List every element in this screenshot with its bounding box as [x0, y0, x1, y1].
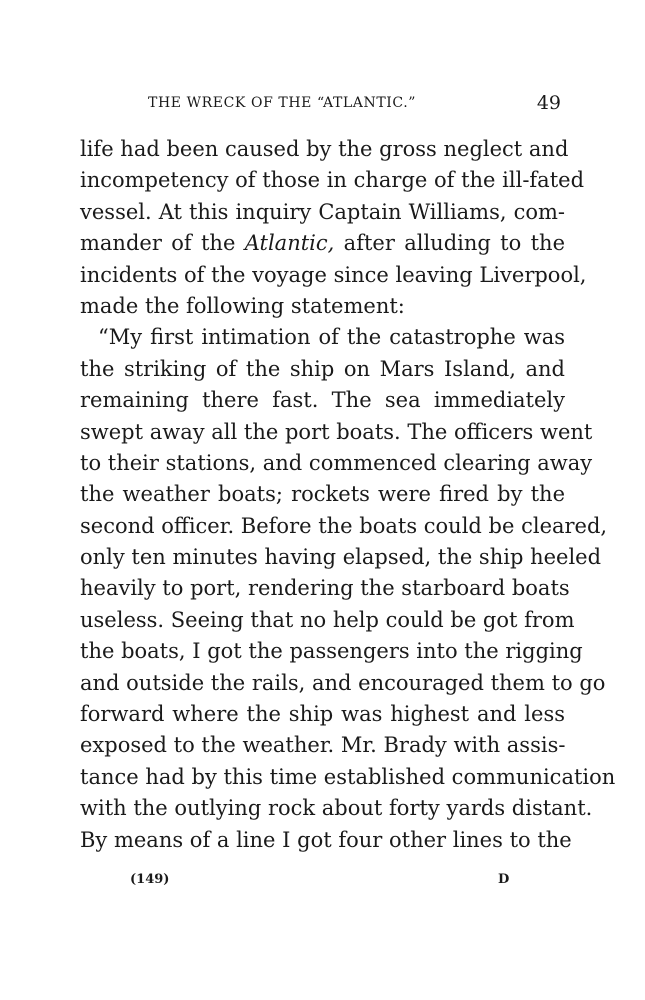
text-line: tance had by this time established communication: [80, 764, 616, 789]
page-footer: [80, 872, 565, 894]
page-number: 49: [536, 92, 561, 114]
page-header: [80, 92, 565, 116]
text-line: the striking of the ship on Mars Island, and: [80, 356, 565, 381]
signature-mark: (149): [130, 872, 170, 887]
text-line: vessel. At this inquiry Captain Williams, com-: [80, 199, 565, 224]
text-line: the boats, I got the passengers into the rigging: [80, 639, 583, 664]
text-line: remaining there fast. The sea immediately: [80, 388, 565, 413]
text-line: second officer. Before the boats could be cleared,: [80, 513, 608, 538]
text-line: life had been caused by the gross neglect and: [80, 137, 569, 161]
ship-name: Atlantic,: [244, 231, 335, 256]
text-line: useless. Seeing that no help could be got from: [80, 607, 575, 632]
text-line: only ten minutes having elapsed, the ship heeled: [80, 545, 602, 570]
text-segment: mander of the: [80, 231, 245, 256]
running-head: THE WRECK OF THE “ATLANTIC.”: [148, 95, 417, 111]
text-line: swept away all the port boats. The officers went: [80, 419, 593, 444]
text-line: incidents of the voyage since leaving Liverpool,: [80, 262, 587, 287]
text-line: made the following statement:: [80, 293, 405, 318]
text-line: to their stations, and commenced clearing away: [80, 450, 593, 475]
body-text: [80, 134, 616, 856]
text-line: “My first intimation of the catastrophe was: [98, 325, 565, 350]
signature-letter: D: [498, 872, 510, 887]
text-line: with the outlying rock about forty yards distant.: [80, 796, 593, 821]
text-line: incompetency of those in charge of the ill-fated: [80, 168, 585, 193]
text-line: [80, 228, 565, 259]
text-segment: after alluding to the: [334, 231, 566, 256]
text-line: and outside the rails, and encouraged them to go: [80, 670, 606, 695]
text-line: By means of a line I got four other lines to the: [80, 827, 572, 852]
text-line: forward where the ship was highest and less: [80, 702, 565, 727]
text-line: heavily to port, rendering the starboard boats: [80, 576, 570, 601]
text-line: the weather boats; rockets were fired by the: [80, 482, 565, 507]
text-line: exposed to the weather. Mr. Brady with assis-: [80, 733, 566, 758]
